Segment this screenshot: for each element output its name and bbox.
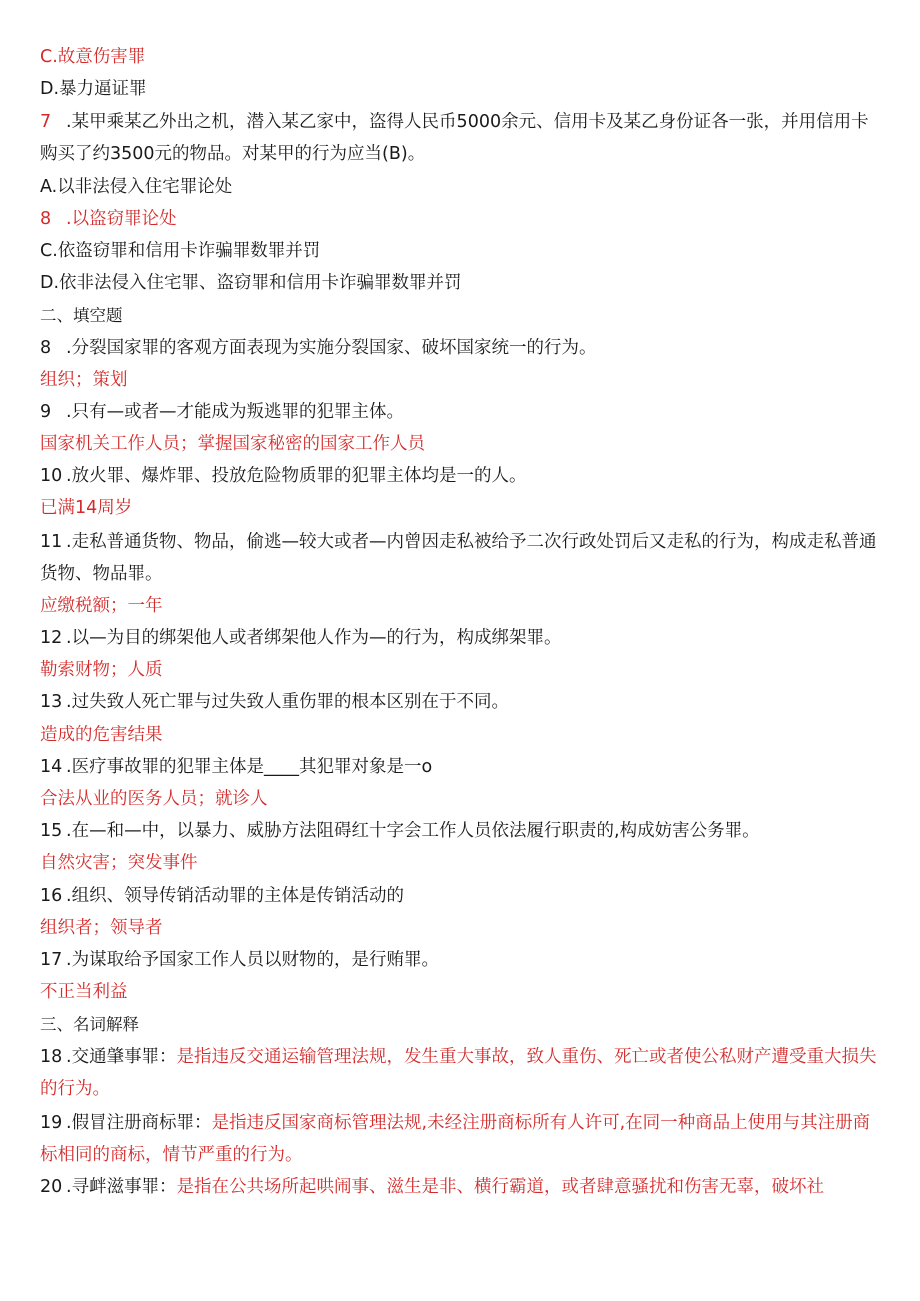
- answer-15: 自然灾害；突发事件: [40, 853, 198, 874]
- definition: 是指违反国家商标管理法规,未经注册商标所有人许可,在同一种商品上使用与其注册商标相同的商标，情节严重的行为。: [40, 1112, 871, 1165]
- term-18: 18 .交通肇事罪：是指违反交通运输管理法规，发生重大事故，致人重伤、死亡或者使公私财产遭受重大损失的行为。: [40, 1047, 877, 1100]
- question-text: .某甲乘某乙外出之机，潜入某乙家中，盗得人民币5000余元、信用卡及某乙身份证各一张，并用信用卡购买了约3500元的物品。对某甲的行为应当(B)。: [40, 112, 869, 165]
- question-14: 14 .医疗事故罪的犯罪主体是____其犯罪对象是一o: [40, 756, 433, 777]
- question-number: 7: [40, 112, 52, 133]
- question-7: [40, 106, 885, 170]
- answer-12: 勒索财物；人质: [40, 660, 163, 681]
- option-d: D.暴力逼证罪: [40, 79, 147, 100]
- question-17: 17 .为谋取给予国家工作人员以财物的，是行贿罪。: [40, 949, 440, 970]
- term-20: 20 .寻衅滋事罪：是指在公共场所起哄闹事、滋生是非、横行霸道，或者肆意骚扰和伤害无辜，破坏社: [40, 1176, 825, 1197]
- option-d: D.依非法侵入住宅罪、盗窃罪和信用卡诈骗罪数罪并罚: [40, 273, 462, 294]
- definition: 是指违反交通运输管理法规，发生重大事故，致人重伤、死亡或者使公私财产遭受重大损失的行为。: [40, 1047, 877, 1100]
- term-19: 19 .假冒注册商标罪：是指违反国家商标管理法规,未经注册商标所有人许可,在同一种商品上使用与其注册商标相同的商标，情节严重的行为。: [40, 1112, 871, 1165]
- question-11: 11 .走私普通货物、物品，偷逃—较大或者—内曾因走私被给予二次行政处罚后又走私的行为，构成走私普通货物、物品罪。: [40, 531, 877, 584]
- option-b: 8 .以盗窃罪论处: [40, 208, 177, 229]
- answer-11: 应缴税额；一年: [40, 595, 163, 616]
- section-heading: 三、名词解释: [40, 1015, 139, 1035]
- document-page: [40, 42, 885, 1204]
- answer-9: 国家机关工作人员；掌握国家秘密的国家工作人员: [40, 434, 425, 455]
- question-12: 12 .以—为目的绑架他人或者绑架他人作为—的行为，构成绑架罪。: [40, 628, 562, 648]
- answer-16: 组织者；领导者: [40, 917, 163, 938]
- answer-8: 组织；策划: [40, 369, 128, 390]
- option-c: C.依盗窃罪和信用卡诈骗罪数罪并罚: [40, 240, 321, 261]
- question-8: 8 .分裂国家罪的客观方面表现为实施分裂国家、破坏国家统一的行为。: [40, 337, 597, 358]
- answer-17: 不正当利益: [40, 982, 128, 1003]
- question-9: 9 .只有—或者—才能成为叛逃罪的犯罪主体。: [40, 401, 405, 422]
- question-13: 13 .过失致人死亡罪与过失致人重伤罪的根本区别在于不同。: [40, 692, 510, 713]
- definition: 是指在公共场所起哄闹事、滋生是非、横行霸道，或者肆意骚扰和伤害无辜，破坏社: [176, 1176, 825, 1197]
- answer-14: 合法从业的医务人员；就诊人: [40, 788, 268, 809]
- option-a: A.以非法侵入住宅罪论处: [40, 176, 233, 197]
- answer-13: 造成的危害结果: [40, 724, 163, 745]
- question-15: 15 .在—和—中，以暴力、威胁方法阻碍红十字会工作人员依法履行职责的,构成妨害公务罪。: [40, 821, 760, 842]
- question-10: 10 .放火罪、爆炸罪、投放危险物质罪的犯罪主体均是一的人。: [40, 466, 527, 487]
- option-c: C.故意伤害罪: [40, 47, 146, 67]
- answer-10: 已满14周岁: [40, 498, 133, 519]
- section-heading: 二、填空题: [40, 306, 123, 326]
- question-16: 16 .组织、领导传销活动罪的主体是传销活动的: [40, 885, 405, 906]
